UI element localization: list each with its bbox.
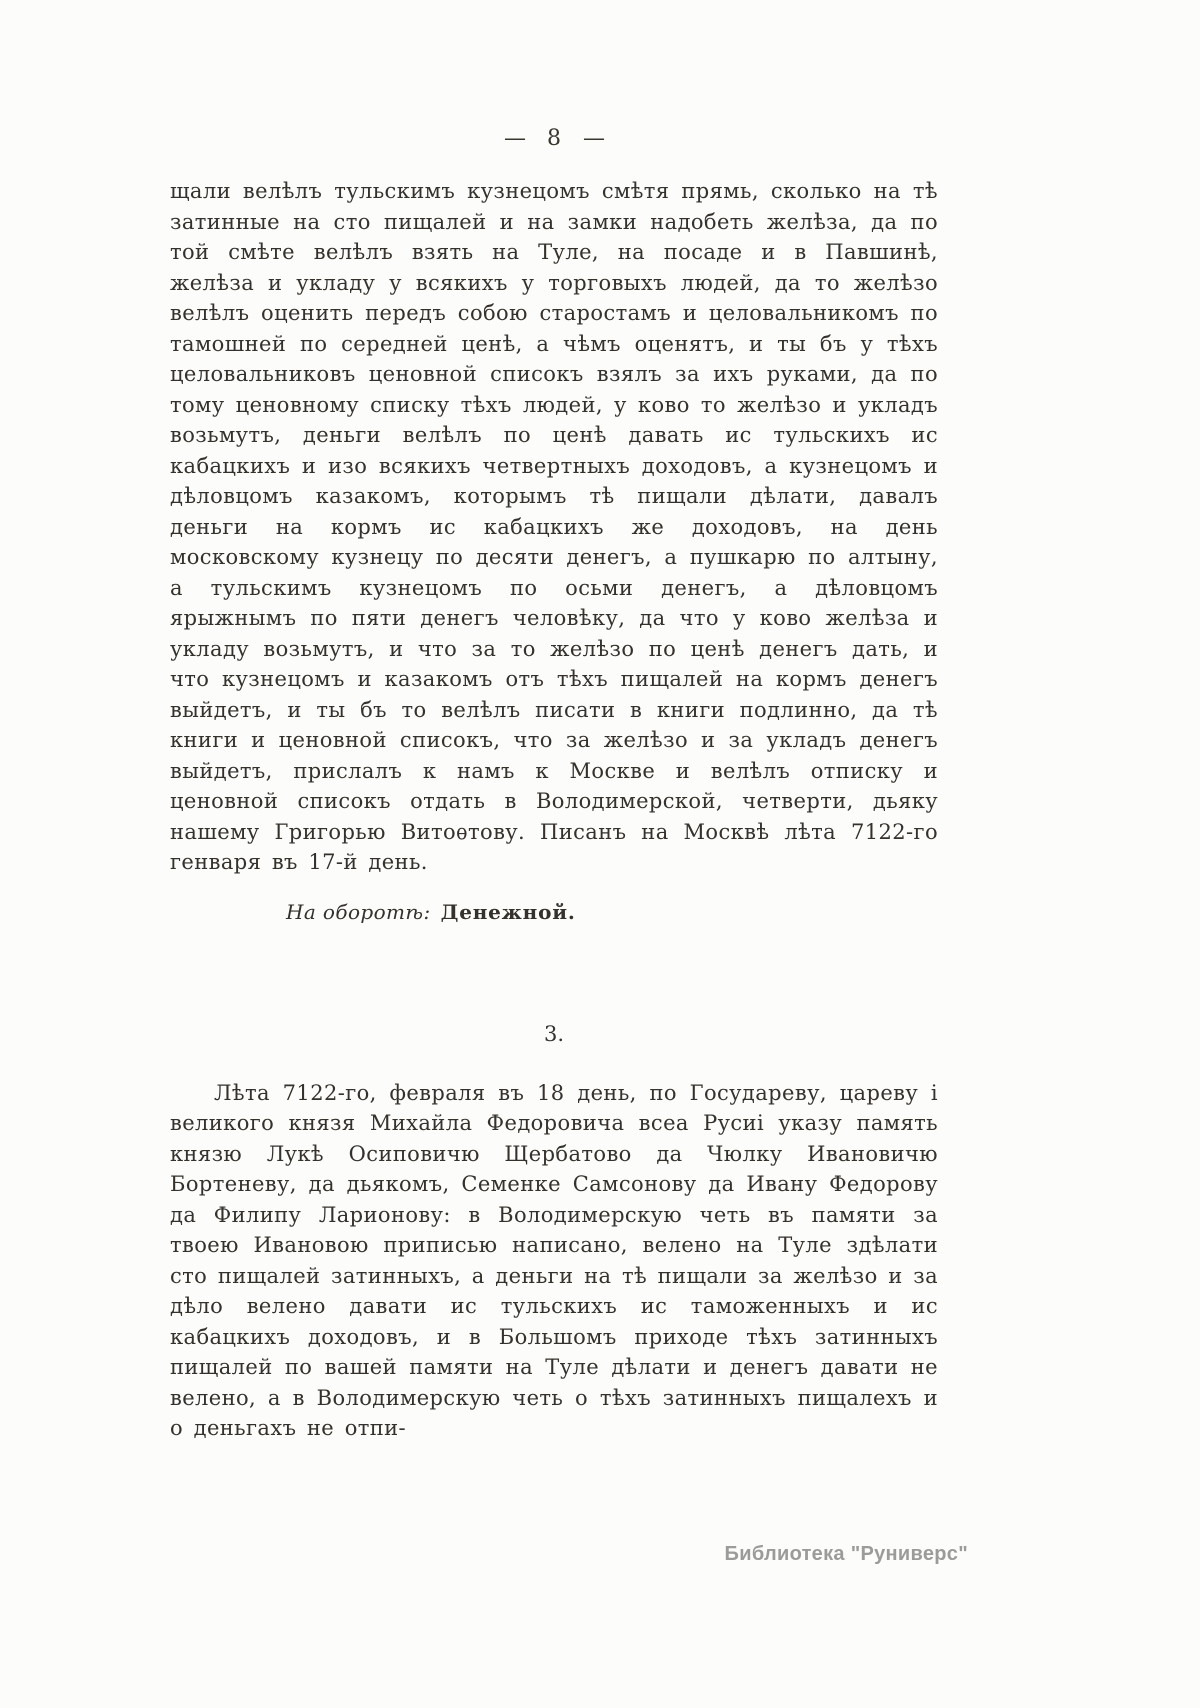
library-watermark: Библиотека "Руниверс" — [724, 1543, 968, 1565]
text-block — [170, 176, 938, 1444]
page-header — [170, 126, 938, 151]
paragraph-1: щали велѣлъ тульскимъ кузнецомъ смѣтя прямь, сколько на тѣ затинные на сто пищалей и на замки надобеть желѣза, да по той смѣте велѣлъ взять на Туле, на посаде и в Павшинѣ, желѣза и укладу у всякихъ у торговыхъ людей, да то желѣзо велѣлъ оценить передъ собою старостамъ и целовальникомъ по тамошней по середней ценѣ, а чѣмъ оценятъ, и ты бъ у тѣхъ целовальниковъ ценовной списокъ взялъ за ихъ руками, да по тому ценовному списку тѣхъ людей, у ково то желѣзо и укладъ возьмутъ, деньги велѣлъ по ценѣ давать ис тульскихъ ис кабацкихъ и изо всякихъ четвертныхъ доходовъ, а кузнецомъ и дѣловцомъ казакомъ, которымъ тѣ пищали дѣлати, давалъ деньги на кормъ ис кабацкихъ же доходовъ, на день московскому кузнецу по десяти денегъ, а пушкарю по алтыну, а тульскимъ кузнецомъ по осьми денегъ, а дѣловцомъ ярыжнымъ по пяти денегъ человѣку, да что у ково желѣза и укладу возьмутъ, и что за то желѣзо по ценѣ денегъ дать, и что кузнецомъ и казакомъ отъ тѣхъ пищалей на кормъ денегъ выйдетъ, и ты бъ то велѣлъ писати в книги подлинно, да тѣ книги и ценовной списокъ, что за желѣзо и за укладъ денегъ выйдетъ, прислалъ к намъ к Москве и велѣлъ отписку и ценовной списокъ отдать в Володимерской, четверти, дьяку нашему Григорью Витоѳтову. Писанъ на Москвѣ лѣта 7122-го генваря въ 17-й день. — [170, 179, 938, 874]
page-number: 8 — [547, 126, 561, 151]
paragraph-2: Лѣта 7122-го, февраля въ 18 день, по Государеву, цареву і великого князя Михайла Федоровича всеа Русиі указу память князю Лукѣ Осиповичю Щербатово да Чюлку Ивановичю Бортеневу, да дьякомъ, Семенке Самсонову да Ивану Федорову да Филипу Ларионову: в Володимерскую четь въ памяти за твоею Ивановою приписью написано, велено на Туле здѣлати сто пищалей затинныхъ, а деньги на тѣ пищали за желѣзо и за дѣло велено давати ис тульскихъ ис таможенныхъ и ис кабацкихъ доходовъ, и в Большомъ приходе тѣхъ затинныхъ пищалей по вашей памяти на Туле дѣлати и денегъ давати не велено, а в Володимерскую четь о тѣхъ затинныхъ пищалехъ и о деньгахъ не отпи- — [170, 1080, 938, 1440]
header-dash-left: — — [504, 126, 525, 151]
verso-note-value: Денежной. — [440, 899, 576, 924]
verso-note-label: На оборотѣ: — [286, 899, 431, 924]
section-number: 3. — [543, 1021, 565, 1046]
header-dash-right: — — [583, 126, 604, 151]
verso-note — [286, 898, 938, 926]
